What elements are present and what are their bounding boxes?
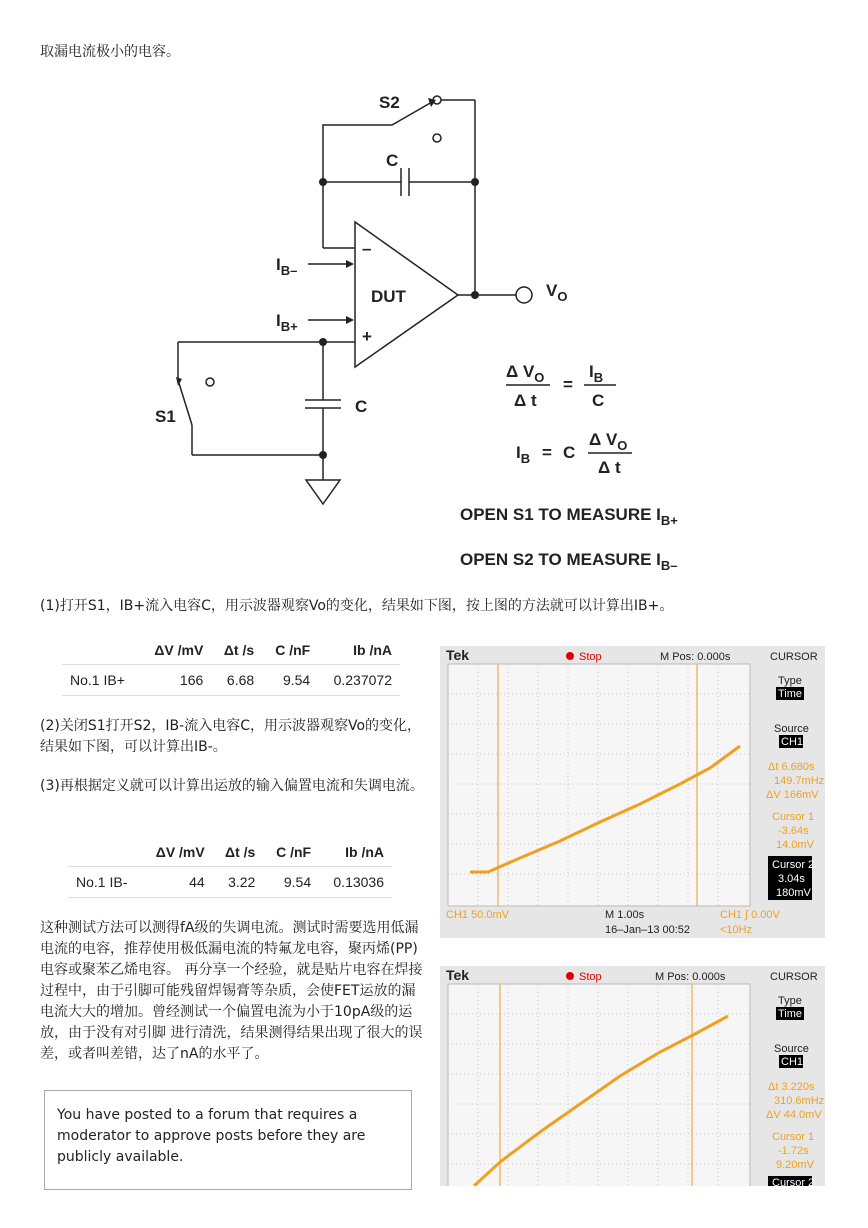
eq2-denominator: Δ t — [598, 458, 621, 477]
svg-text:CURSOR: CURSOR — [770, 971, 818, 983]
svg-text:Stop: Stop — [579, 971, 602, 983]
svg-text:Δt 3.220s: Δt 3.220s — [768, 1081, 815, 1093]
svg-text:Type: Type — [778, 995, 802, 1007]
svg-text:Type: Type — [778, 675, 802, 687]
svg-text:-1.72s: -1.72s — [778, 1145, 809, 1157]
ib-minus-table — [68, 838, 392, 898]
label-s1: S1 — [155, 407, 176, 426]
table-header: ΔV /mV — [155, 844, 205, 860]
svg-text:Cursor 1: Cursor 1 — [772, 811, 815, 823]
label-vo: $V_O$ — [546, 281, 568, 304]
table-header — [68, 838, 142, 867]
svg-text:14.0mV: 14.0mV — [776, 839, 814, 851]
label-c-bottom: C — [355, 397, 368, 416]
table-row — [62, 665, 400, 696]
eq1-equals: = — [563, 375, 573, 394]
svg-text:9.20mV: 9.20mV — [776, 1159, 814, 1171]
eq2-numerator: Δ $V_O$ — [589, 430, 628, 453]
svg-text:Tek: Tek — [446, 967, 470, 983]
label-c-top: C — [386, 151, 399, 170]
eq1-right-numerator: $I_B$ — [589, 362, 604, 385]
table-cell: 3.22 — [213, 867, 264, 898]
table-cell: No.1 IB- — [68, 867, 142, 898]
table-header-row — [68, 838, 392, 867]
svg-text:<10Hz: <10Hz — [720, 924, 753, 936]
table-header: Ib /nA — [345, 844, 384, 860]
svg-text:Time: Time — [778, 688, 803, 700]
table-row — [68, 867, 392, 898]
svg-text:-3.64s: -3.64s — [778, 825, 809, 837]
svg-text:Time: Time — [778, 1008, 803, 1020]
table-header-row — [62, 636, 400, 665]
svg-text:CH1: CH1 — [781, 1056, 804, 1068]
svg-text:M Pos: 0.000s: M Pos: 0.000s — [655, 971, 726, 983]
svg-text:CH1: CH1 — [781, 736, 804, 748]
svg-text:Δt 6.680s: Δt 6.680s — [768, 761, 815, 773]
svg-text:Tek: Tek — [446, 647, 470, 663]
scope2-screen — [440, 966, 825, 1186]
svg-text:CURSOR: CURSOR — [770, 651, 818, 663]
eq2-lhs: $I_B$ — [516, 443, 531, 466]
open-s2-caption: OPEN S2 TO MEASURE $I_{B-}$ — [460, 550, 678, 573]
eq1-denominator: Δ t — [514, 391, 537, 410]
label-minus-input: – — [362, 239, 372, 258]
svg-text:16–Jan–13 00:52: 16–Jan–13 00:52 — [605, 924, 691, 936]
table-header: Ib /nA — [353, 642, 392, 658]
step1-text: (1)打开S1，IB+流入电容C，用示波器观察Vo的变化，结果如下图，按上图的方法就可以计算出IB+。 — [40, 598, 674, 614]
table-cell: 6.68 — [211, 665, 262, 696]
table-cell: 9.54 — [263, 867, 319, 898]
svg-text:310.6mHz: 310.6mHz — [774, 1095, 825, 1107]
open-s1-caption: OPEN S1 TO MEASURE $I_{B+}$ — [460, 505, 678, 528]
svg-text:180mV: 180mV — [776, 887, 811, 899]
table-cell: 44 — [142, 867, 213, 898]
label-plus-input: + — [362, 327, 372, 346]
svg-text:M 1.00s: M 1.00s — [605, 909, 645, 921]
svg-text:CH1 ∫ 0.00V: CH1 ∫ 0.00V — [720, 909, 780, 921]
svg-text:M Pos: 0.000s: M Pos: 0.000s — [660, 651, 731, 663]
label-ib-minus: $I_{B-}$ — [276, 255, 298, 278]
table-header — [62, 636, 140, 665]
eq1-numerator: Δ $V_O$ — [506, 362, 545, 385]
label-s2: S2 — [379, 93, 400, 112]
table-header: Δt /s — [225, 844, 256, 860]
svg-text:ΔV 166mV: ΔV 166mV — [766, 789, 819, 801]
intro-text: 取漏电流极小的电容。 — [40, 44, 180, 60]
svg-text:Cursor 1: Cursor 1 — [772, 1131, 815, 1143]
table-cell: 0.13036 — [319, 867, 392, 898]
svg-text:ΔV 44.0mV: ΔV 44.0mV — [766, 1109, 822, 1121]
svg-text:149.7mHz: 149.7mHz — [774, 775, 825, 787]
table-header: ΔV /mV — [154, 642, 204, 658]
table-cell: 166 — [140, 665, 211, 696]
scope1-screen — [440, 646, 825, 938]
svg-text:Source: Source — [774, 1043, 809, 1055]
svg-text:Cursor 2: Cursor 2 — [772, 859, 815, 871]
svg-text:Stop: Stop — [579, 651, 602, 663]
table-header: Δt /s — [223, 642, 255, 658]
table-cell: No.1 IB+ — [62, 665, 140, 696]
table-cell: 0.237072 — [318, 665, 400, 696]
oscilloscope-capture-2 — [440, 966, 825, 1186]
label-ib-plus: $I_{B+}$ — [276, 311, 298, 334]
svg-text:Cursor 2: Cursor 2 — [772, 1177, 815, 1186]
svg-text:Source: Source — [774, 723, 809, 735]
svg-text:CH1 50.0mV: CH1 50.0mV — [446, 909, 509, 921]
step2-text: (2)关闭S1打开S2，IB-流入电容C，用示波器观察Vo的变化，结果如下图，可以计算出IB-。 — [40, 718, 422, 755]
table-header: C /nF — [275, 642, 311, 658]
table-cell: 9.54 — [262, 665, 318, 696]
moderation-notice: You have posted to a forum that requires a moderator to approve posts before they are publicly available. — [44, 1090, 412, 1190]
eq2-equals: = — [542, 443, 552, 462]
label-dut: DUT — [371, 287, 406, 306]
eq2-c: C — [563, 443, 576, 462]
ib-plus-table — [62, 636, 400, 696]
table-header: C /nF — [276, 844, 312, 860]
eq1-right-denominator: C — [592, 391, 605, 410]
oscilloscope-capture-1 — [440, 646, 825, 938]
integrator-circuit-diagram — [0, 80, 868, 580]
step3-text: (3)再根据定义就可以计算出运放的输入偏置电流和失调电流。 — [40, 778, 424, 794]
svg-text:3.04s: 3.04s — [778, 873, 805, 885]
tips-text: 这种测试方法可以测得fA级的失调电流。测试时需要选用低漏电流的电容，推荐使用极低漏电流的特氟龙电容，聚丙烯(PP)电容或聚苯乙烯电容。 再分享一个经验，就是贴片电容在焊接过程中，由于引脚可能残留焊锡膏等杂质，会使FET运放的漏电流大大的增加。曾经测试一个偏置电流为小于10pA级的运放，由于没有对引脚 进行清洗，结果测得结果出现了很大的误差，或者叫差错，达了nA的水平了。 — [40, 920, 423, 1062]
